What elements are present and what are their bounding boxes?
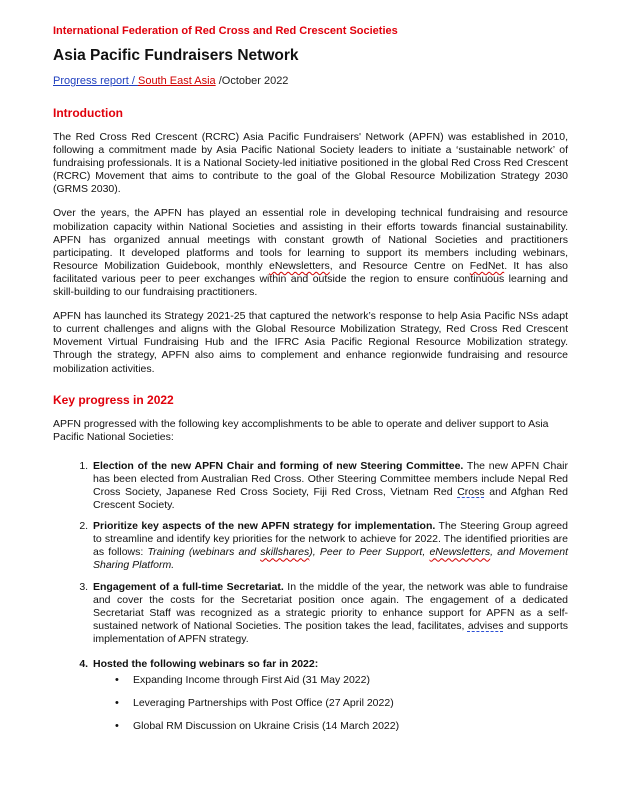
item2-text-a: The Steering Group agreed to streamline and identify key priorities for the network to achieve for 2022. The identified priorities are as follows: — [93, 520, 568, 559]
list-item — [91, 658, 568, 734]
item1-text-a: The new APFN Chair has been elected from Australian Red Cross. Other Steering Committee members include Nepal Red Cross Society, Japanese Red Cross Society, Fiji Red Cross, Vietnam Red — [93, 459, 568, 498]
item3-text-c: and supports implementation of APFN strategy. — [93, 619, 568, 645]
item4-heading: Hosted the following webinars so far in 2022: — [93, 658, 319, 670]
key-progress-heading: Key progress in 2022 — [53, 392, 174, 407]
item2-priorities-a: Training (webinars and — [147, 546, 261, 559]
intro-p2-text-c: , and Resource Centre on — [329, 259, 470, 272]
breadcrumb-separator: / — [128, 75, 138, 87]
item1-heading: Election of the new APFN Chair and forming of new Steering Committee. — [93, 459, 464, 472]
item1-text-c: and Afghan Red Crescent Society. — [93, 485, 568, 512]
skillshares-word: skillshares — [260, 546, 310, 559]
region-link[interactable]: South East Asia — [137, 75, 216, 87]
breadcrumb — [53, 74, 568, 88]
webinar-item: • Leveraging Partnerships with Post Office (27 April 2022) — [131, 696, 568, 711]
organization-name: International Federation of Red Cross and Red Crescent Societies — [53, 25, 398, 37]
intro-p2-text-a: Over the years, the APFN has played an essential role in developing technical fundraising and resource mobilization capacity within National Societies and assisting in their efforts towards financial sustainability. APFN has organized annual meetings with constant growth of National Societies and practitioners participating. It developed platforms and tools for learning to support its members including webinars, Resource Mobilization Guidebook, monthly — [53, 207, 568, 272]
intro-paragraph-1: The Red Cross Red Crescent (RCRC) Asia Pacific Fundraisers' Network (APFN) was established in 2010, following a commitment made by Asia Pacific National Society leaders to initiate a ‘sustainable network’ of fundraising professionals. It is a National Society-led initiative positioned in the global Red Cross Red Crescent (RCRC) Movement that aims to contribute to the goal of the Global Resource Mobilization Strategy 2030 (GRMS 2030). — [53, 131, 568, 196]
report-date: /October 2022 — [215, 75, 289, 87]
item2-priorities-e: , and Movement Sharing Platform. — [93, 546, 568, 572]
list-item — [91, 520, 568, 572]
intro-paragraph-2 — [53, 207, 568, 299]
enewsletters-word: eNewsletters — [269, 259, 330, 272]
intro-paragraph-3: APFN has launched its Strategy 2021-25 that captured the network’s response to help Asia Pacific NSs adapt to current challenges and aligns with the Global Resource Mobilization Strategy, Red Cross Red Crescent Movement Virtual Fundraising Hub and the IFRC Asia Pacific Regional Resource Mobilization strategy. Through the strategy, APFN also aims to complement and enhance regionwide fundraising and resource mobilization activities. — [53, 310, 568, 375]
webinar-item: • Global RM Discussion on Ukraine Crisis (14 March 2022) — [131, 719, 568, 734]
key-progress-intro: APFN progressed with the following key accomplishments to be able to operate and deliver support to Asia Pacific National Societies: — [53, 417, 549, 443]
webinar-item: • Expanding Income through First Aid (31 May 2022) — [131, 673, 568, 688]
item2-heading: Prioritize key aspects of the new APFN strategy for implementation. — [93, 520, 436, 533]
intro-p2-text-e: . It has also facilitated various peer to peer exchanges within and outside the region to ensure continuous learning and skill-building to our fundraising practitioners. — [53, 259, 568, 299]
advises-word: advises — [467, 619, 504, 632]
accomplishments-list — [53, 460, 568, 734]
item2-priorities — [93, 546, 568, 571]
document-title: Asia Pacific Fundraisers Network — [53, 47, 299, 64]
progress-report-link[interactable]: Progress report — [53, 75, 129, 87]
list-item — [91, 460, 568, 512]
item3-heading: Engagement of a full-time Secretariat. — [93, 580, 284, 593]
item3-text-a: In the middle of the year, the network was able to fundraise and cover the costs for the Secretariat position once again. The engagement of a dedicated Secretariat Staff was recognized as a strategic priority to enhance support for APFN as a self-sustained network of National Societies. The position takes the lead, facilitates, — [93, 580, 569, 632]
introduction-heading: Introduction — [53, 106, 123, 120]
enewsletters-word-2: eNewsletters — [429, 546, 491, 559]
item2-priorities-c: ), Peer to Peer Support, — [309, 546, 430, 559]
webinars-list — [93, 673, 568, 734]
fednet-word: FedNet — [469, 259, 505, 272]
list-item — [91, 581, 568, 646]
item1-cross-word: Cross — [457, 485, 485, 498]
